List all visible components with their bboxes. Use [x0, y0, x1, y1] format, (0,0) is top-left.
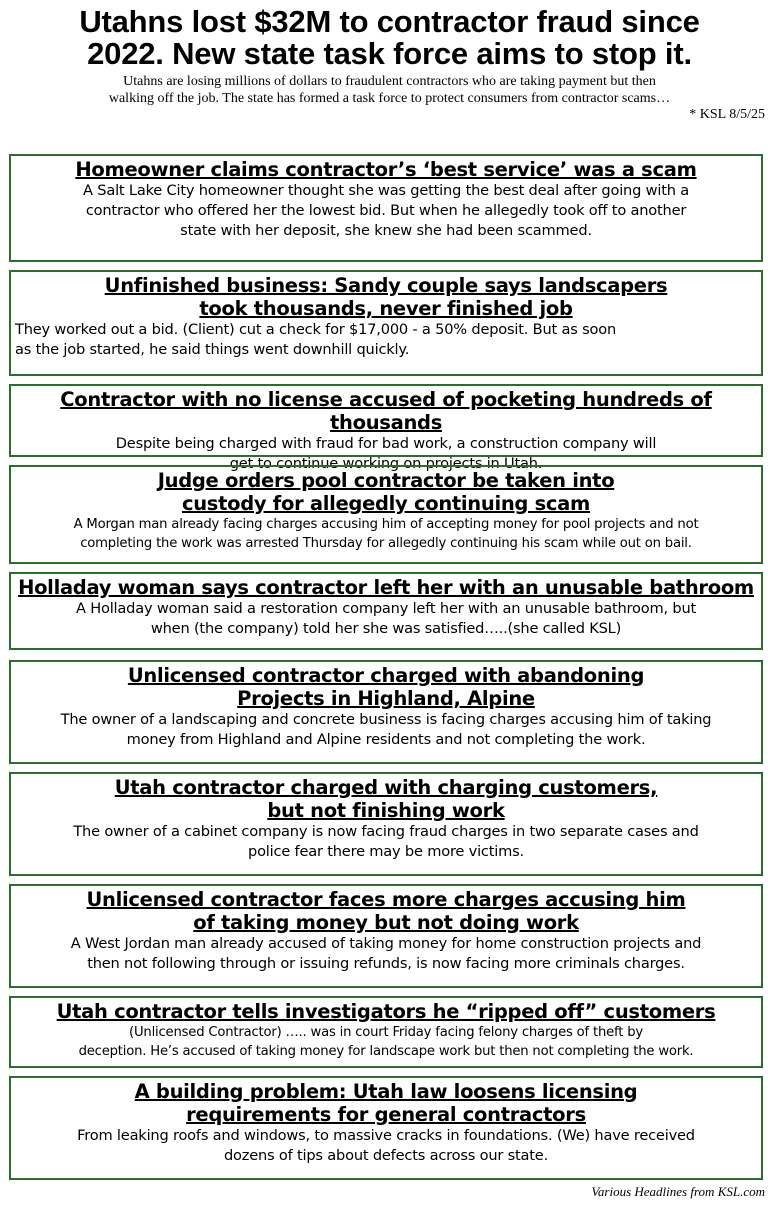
story-headline [15, 274, 757, 320]
story-body [15, 181, 757, 241]
story-body [15, 1023, 757, 1061]
story-box [9, 384, 763, 472]
body-line: A Salt Lake City homeowner thought she was getting the best deal after going with a [83, 182, 689, 199]
headline-line: but not finishing work [267, 799, 505, 822]
headline-line: Unlicensed contractor charged with abandoning [127, 664, 645, 687]
body-line: completing the work was arrested Thursday for allegedly continuing his scam while out on bail. [80, 536, 692, 551]
body-line: From leaking roofs and windows, to massive cracks in foundations. (We) have received [77, 1127, 695, 1144]
headline-line: Unfinished business: Sandy couple says landscapers [104, 274, 668, 297]
headline-line: Contractor with no license accused of pocketing hundreds of thousands [60, 388, 712, 434]
headline-line: Utah contractor tells investigators he “ripped off” customers [56, 1000, 716, 1023]
story-headline [15, 158, 757, 181]
body-line: A Holladay woman said a restoration company left her with an unusable bathroom, but [75, 600, 697, 617]
story-body [15, 710, 757, 750]
story-headline [15, 469, 757, 515]
story-box [9, 884, 763, 988]
headline-line: A building problem: Utah law loosens licensing [134, 1080, 638, 1103]
body-line: A Morgan man already facing charges accusing him of accepting money for pool projects and not [73, 517, 699, 532]
intro-line: Utahns are losing millions of dollars to fraudulent contractors who are taking payment but then [123, 74, 656, 89]
main-title-line: Utahns lost $32M to contractor fraud since [79, 4, 700, 39]
body-line: state with her deposit, she knew she had been scammed. [180, 222, 592, 239]
body-line: get to continue working on projects in Utah. [229, 455, 543, 472]
body-line: (Unlicensed Contractor) ….. was in court Friday facing felony charges of theft by [129, 1025, 643, 1040]
story-box [9, 660, 763, 764]
story-headline [15, 1000, 757, 1023]
footer-credit: Various Headlines from KSL.com [591, 1184, 765, 1199]
body-line: dozens of tips about defects across our state. [223, 1147, 549, 1164]
story-headline [15, 1080, 757, 1126]
headline-line: Projects in Highland, Alpine [237, 687, 535, 710]
story-body [15, 515, 757, 553]
main-title-line: 2022. New state task force aims to stop it. [87, 36, 692, 71]
source-note: * KSL 8/5/25 [689, 107, 765, 122]
headline-line: Homeowner claims contractor’s ‘best service’ was a scam [75, 158, 697, 181]
headline-line: Utah contractor charged with charging customers, [114, 776, 658, 799]
headline-line: custody for allegedly continuing scam [181, 492, 591, 515]
story-headline [15, 776, 757, 822]
headline-line: of taking money but not doing work [193, 911, 579, 934]
story-box [9, 772, 763, 876]
body-line: They worked out a bid. (Client) cut a check for $17,000 - a 50% deposit. But as soon [15, 321, 616, 338]
headline-line: Holladay woman says contractor left her with an unusable bathroom [18, 576, 754, 599]
story-body [15, 934, 757, 974]
story-headline [15, 576, 757, 599]
body-line: A West Jordan man already accused of taking money for home construction projects and [70, 935, 702, 952]
intro-text [14, 73, 765, 107]
story-body [15, 1126, 757, 1166]
body-line: contractor who offered her the lowest bid. But when he allegedly took off to another [85, 202, 687, 219]
story-box [9, 270, 763, 376]
intro-line: walking off the job. The state has formed a task force to protect consumers from contractor scams… [108, 91, 671, 106]
story-box [9, 154, 763, 262]
story-box [9, 1076, 763, 1180]
body-line: The owner of a cabinet company is now facing fraud charges in two separate cases and [73, 823, 699, 840]
body-line: when (the company) told her she was satisfied…..(she called KSL) [150, 620, 622, 637]
story-headline [15, 888, 757, 934]
body-line: money from Highland and Alpine residents and not completing the work. [126, 731, 646, 748]
headline-line: Judge orders pool contractor be taken into [157, 469, 615, 492]
story-headline [15, 388, 757, 434]
story-body [15, 599, 757, 639]
story-body [15, 320, 757, 360]
story-body [15, 822, 757, 862]
body-line: The owner of a landscaping and concrete business is facing charges accusing him of taking [60, 711, 712, 728]
headline-line: requirements for general contractors [186, 1103, 586, 1126]
headline-line: Unlicensed contractor faces more charges accusing him [86, 888, 686, 911]
body-line: Despite being charged with fraud for bad work, a construction company will [115, 435, 657, 452]
body-line: then not following through or issuing refunds, is now facing more criminals charges. [87, 955, 685, 972]
story-box [9, 572, 763, 650]
body-line: police fear there may be more victims. [248, 843, 524, 860]
story-box [9, 465, 763, 564]
body-line: as the job started, he said things went downhill quickly. [15, 341, 410, 358]
body-line: deception. He’s accused of taking money for landscape work but then not completing the work. [78, 1044, 694, 1059]
main-title [8, 6, 771, 70]
headline-line: took thousands, never finished job [199, 297, 573, 320]
story-box [9, 996, 763, 1068]
story-headline [15, 664, 757, 710]
